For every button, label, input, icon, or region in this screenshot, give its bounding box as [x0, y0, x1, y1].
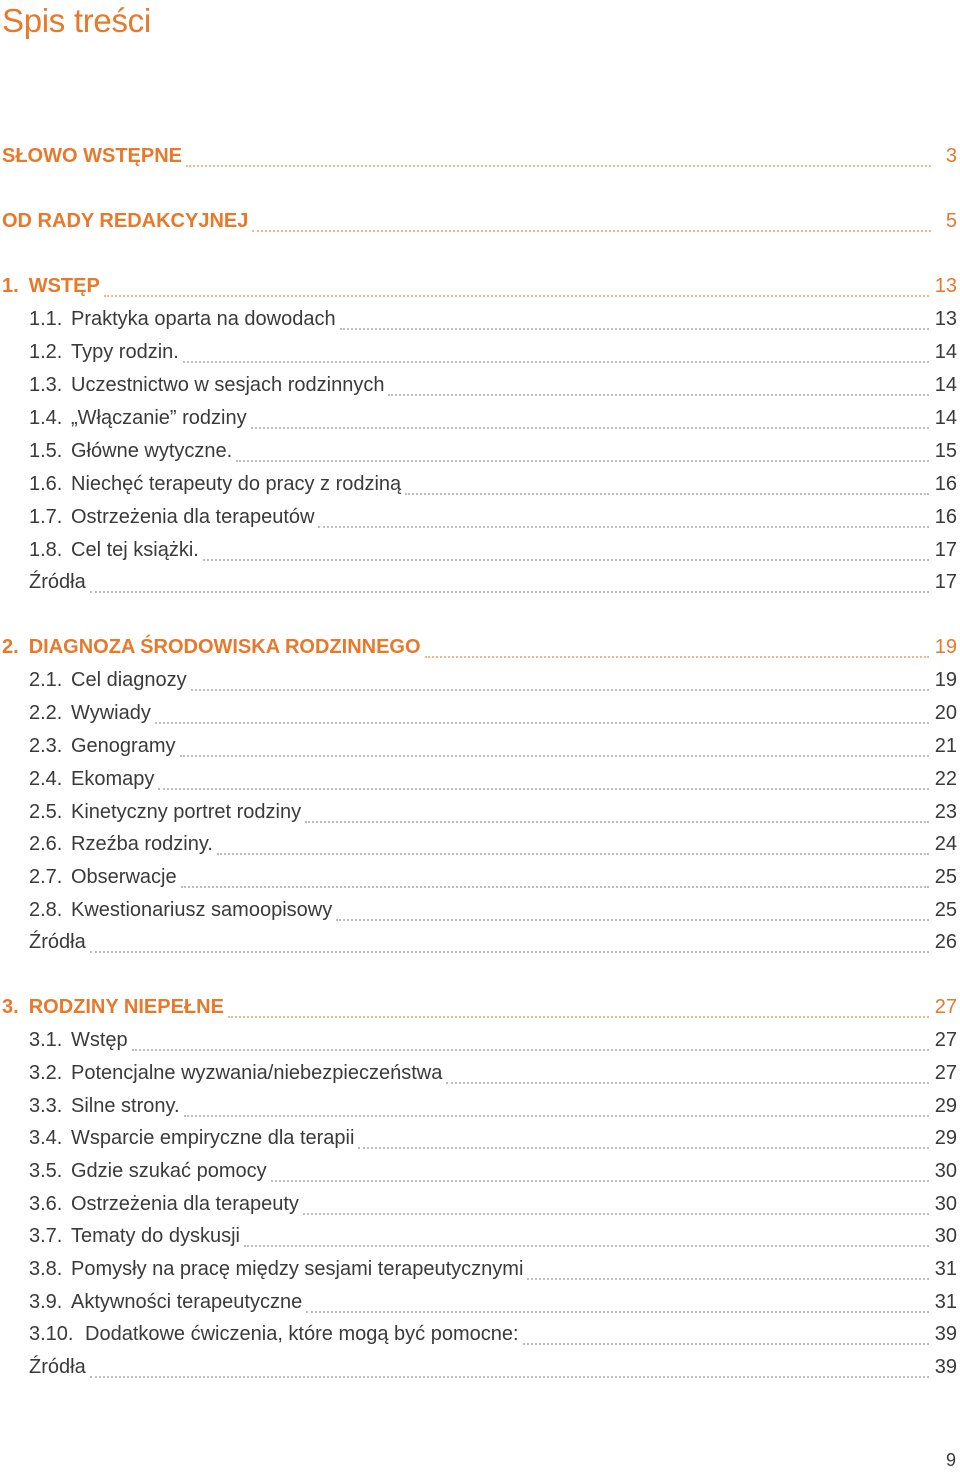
toc-entry-label: Cel tej książki. [71, 539, 199, 561]
toc-entry-number: 3. [2, 996, 19, 1018]
toc-entry-title [2, 436, 232, 466]
toc-entry-label: Źródła [29, 1356, 86, 1378]
dot-leader [90, 590, 929, 593]
toc-subentry[interactable] [2, 862, 957, 892]
dot-leader [244, 1244, 929, 1247]
toc-entry-label: Pomysły na pracę między sesjami terapeutycznymi [71, 1258, 524, 1280]
toc-entry-label: Tematy do dyskusji [71, 1225, 240, 1247]
toc-page-number: 27 [934, 996, 957, 1018]
page-title: Spis treści [2, 2, 151, 39]
toc-entry-number: 1.3. [29, 374, 63, 396]
toc-entry-label: Gdzie szukać pomocy [71, 1160, 267, 1182]
dot-leader [203, 558, 929, 561]
toc-chapter-entry[interactable] [2, 141, 957, 171]
toc-page-number: 17 [934, 539, 957, 561]
toc-page-number: 39 [934, 1323, 957, 1345]
toc-entry-label: Niechęć terapeuty do pracy z rodziną [71, 473, 402, 495]
toc-entry-label: DIAGNOZA ŚRODOWISKA RODZINNEGO [28, 636, 421, 658]
toc-page-number: 21 [934, 735, 957, 757]
dot-leader [425, 655, 929, 658]
toc-entry-number: 2.8. [29, 899, 63, 921]
toc-page-number: 14 [934, 341, 957, 363]
toc-page-number: 3 [945, 145, 957, 167]
toc-entry-number: 1.2. [29, 341, 63, 363]
toc-entry-label: Typy rodzin. [71, 341, 179, 363]
toc-entry-title [2, 797, 301, 827]
toc-entry-number: 3.2. [29, 1062, 63, 1084]
toc-page-number: 13 [934, 308, 957, 330]
toc-page-number: 5 [945, 210, 957, 232]
dot-leader [184, 1114, 929, 1117]
toc-entry-number: 1.8. [29, 539, 63, 561]
dot-leader [181, 885, 929, 888]
toc-entry-label: Ostrzeżenia dla terapeuty [71, 1193, 299, 1215]
toc-entry-number: 2.4. [29, 768, 63, 790]
dot-leader [336, 918, 929, 921]
dot-leader [155, 721, 929, 724]
dot-leader [318, 525, 928, 528]
toc-entry-number: 3.7. [29, 1225, 63, 1247]
toc-subentry[interactable] [2, 337, 957, 367]
toc-chapter-entry[interactable] [2, 632, 957, 662]
toc-entry-number: 1.7. [29, 506, 63, 528]
toc-entry-number: 3.6. [29, 1193, 63, 1215]
toc-entry-title [2, 1254, 523, 1284]
dot-leader [358, 1146, 928, 1149]
toc-entry-title [2, 1058, 442, 1088]
toc-sources-entry[interactable] [2, 567, 957, 597]
toc-page-number: 19 [934, 636, 957, 658]
toc-entry-title [2, 1123, 354, 1153]
toc-page-number: 22 [934, 768, 957, 790]
toc-entry-title [2, 403, 247, 433]
toc-page-number: 23 [934, 801, 957, 823]
toc-entry-title [2, 632, 421, 662]
toc-entry-number: 3.9. [29, 1291, 63, 1313]
toc-page-number: 14 [934, 407, 957, 429]
toc-subentry[interactable] [2, 1319, 957, 1349]
dot-leader [388, 393, 928, 396]
toc-page-number: 25 [934, 899, 957, 921]
toc-entry-number: 3.10. [29, 1323, 74, 1345]
toc-entry-number: 1.4. [29, 407, 63, 429]
toc-entry-number: 3.4. [29, 1127, 63, 1149]
dot-leader [180, 754, 929, 757]
page-number: 9 [945, 1450, 956, 1470]
dot-leader [303, 1212, 929, 1215]
toc-entry-title [2, 895, 332, 925]
toc-entry-label: SŁOWO WSTĘPNE [2, 145, 182, 167]
toc-entry-label: Silne strony. [71, 1095, 180, 1117]
dot-leader [527, 1277, 928, 1280]
toc-subentry[interactable] [2, 895, 957, 925]
toc-entry-label: „Włączanie” rodziny [71, 407, 247, 429]
toc-entry-label: Praktyka oparta na dowodach [71, 308, 336, 330]
toc-entry-number: 2.1. [29, 669, 63, 691]
toc-entry-label: Rzeźba rodziny. [71, 833, 213, 855]
dot-leader [271, 1179, 929, 1182]
toc-page-number: 30 [934, 1193, 957, 1215]
dot-leader [90, 950, 929, 953]
dot-leader [90, 1375, 929, 1378]
toc-page-number: 31 [934, 1258, 957, 1280]
toc-subentry[interactable] [2, 436, 957, 466]
dot-leader [446, 1081, 928, 1084]
toc-chapter-entry[interactable] [2, 206, 957, 236]
toc-entry-label: Ekomapy [71, 768, 155, 790]
toc-subentry[interactable] [2, 1025, 957, 1055]
toc-subentry[interactable] [2, 502, 957, 532]
dot-leader [523, 1342, 929, 1345]
toc-entry-label: Dodatkowe ćwiczenia, które mogą być pomocne: [85, 1323, 519, 1345]
toc-entry-label: Główne wytyczne. [71, 440, 233, 462]
toc-entry-label: Wsparcie empiryczne dla terapii [71, 1127, 355, 1149]
toc-page-number: 25 [934, 866, 957, 888]
toc-entry-number: 3.8. [29, 1258, 63, 1280]
toc-subentry[interactable] [2, 829, 957, 859]
toc-chapter-entry[interactable] [2, 992, 957, 1022]
toc-entry-title [2, 1189, 299, 1219]
toc-entry-title [2, 206, 248, 236]
toc-page-number: 39 [934, 1356, 957, 1378]
toc-entry-title [2, 1221, 240, 1251]
dot-leader [132, 1048, 929, 1051]
dot-leader [191, 688, 929, 691]
toc-page-number: 27 [934, 1062, 957, 1084]
toc-entry-title [2, 1091, 180, 1121]
toc-page-number: 30 [934, 1160, 957, 1182]
dot-leader [405, 492, 929, 495]
toc-entry-number: 2.2. [29, 702, 63, 724]
toc-subentry[interactable] [2, 764, 957, 794]
toc-subentry[interactable] [2, 797, 957, 827]
dot-leader [186, 164, 931, 167]
toc-entry-number: 3.5. [29, 1160, 63, 1182]
toc-page-number: 16 [934, 473, 957, 495]
toc-entry-title [29, 567, 86, 597]
toc-entry-label: Kinetyczny portret rodziny [71, 801, 302, 823]
toc-entry-title [29, 1352, 86, 1382]
toc-subentry[interactable] [2, 1058, 957, 1088]
toc-entry-title [2, 764, 154, 794]
toc-entry-label: Aktywności terapeutyczne [71, 1291, 303, 1313]
dot-leader [158, 787, 928, 790]
toc-entry-label: RODZINY NIEPEŁNE [28, 996, 224, 1018]
toc-subentry[interactable] [2, 403, 957, 433]
toc-entry-title [2, 1025, 128, 1055]
toc-entry-label: Cel diagnozy [71, 669, 187, 691]
toc-entry-title [2, 1287, 302, 1317]
toc-subentry[interactable] [2, 1123, 957, 1153]
toc-subentry[interactable] [2, 1156, 957, 1186]
toc-entry-title [2, 271, 100, 301]
toc-page-number: 31 [934, 1291, 957, 1313]
toc-entry-number: 1. [2, 275, 19, 297]
toc-entry-title [2, 862, 177, 892]
toc-subentry[interactable] [2, 1189, 957, 1219]
toc-page-number: 17 [934, 571, 957, 593]
toc-entry-title [2, 141, 182, 171]
toc-entry-title [2, 829, 213, 859]
toc-entry-title [2, 337, 179, 367]
toc-page-number: 13 [934, 275, 957, 297]
toc-page-number: 14 [934, 374, 957, 396]
toc-entry-number: 2.6. [29, 833, 63, 855]
toc-entry-title [2, 1319, 519, 1349]
toc-entry-label: Kwestionariusz samoopisowy [71, 899, 333, 921]
toc-page-number: 29 [934, 1095, 957, 1117]
toc-entry-title [2, 731, 176, 761]
toc-entry-number: 2.3. [29, 735, 63, 757]
toc-entry-label: Wywiady [71, 702, 151, 724]
toc-chapter-entry[interactable] [2, 271, 957, 301]
toc-subentry[interactable] [2, 665, 957, 695]
toc-subentry[interactable] [2, 1287, 957, 1317]
toc-entry-title [2, 665, 187, 695]
toc-entry-label: Genogramy [71, 735, 176, 757]
toc-entry-number: 1.1. [29, 308, 63, 330]
toc-entry-title [2, 1156, 267, 1186]
toc-subentry[interactable] [2, 370, 957, 400]
toc-subentry[interactable] [2, 304, 957, 334]
toc-entry-number: 2.7. [29, 866, 63, 888]
toc-entry-title [2, 698, 151, 728]
toc-entry-label: Uczestnictwo w sesjach rodzinnych [71, 374, 385, 396]
toc-entry-title [29, 927, 86, 957]
toc-subentry[interactable] [2, 698, 957, 728]
toc-entry-title [2, 535, 199, 565]
toc-entry-title [2, 370, 384, 400]
dot-leader [251, 426, 929, 429]
toc-entry-number: 2.5. [29, 801, 63, 823]
toc-entry-number: 3.1. [29, 1029, 63, 1051]
dot-leader [104, 294, 929, 297]
toc-page-number: 19 [934, 669, 957, 691]
toc-page-number: 29 [934, 1127, 957, 1149]
toc-entry-number: 1.5. [29, 440, 63, 462]
toc-page-number: 26 [934, 931, 957, 953]
dot-leader [217, 852, 929, 855]
toc-page-number: 15 [934, 440, 957, 462]
toc-entry-title [2, 469, 401, 499]
toc-page-number: 16 [934, 506, 957, 528]
dot-leader [340, 327, 929, 330]
toc-entry-label: OD RADY REDAKCYJNEJ [2, 210, 249, 232]
toc-entry-label: Źródła [29, 931, 86, 953]
toc-page-number: 24 [934, 833, 957, 855]
toc-entry-label: Potencjalne wyzwania/niebezpieczeństwa [71, 1062, 443, 1084]
toc-page-number: 30 [934, 1225, 957, 1247]
dot-leader [183, 360, 929, 363]
toc-entry-label: Ostrzeżenia dla terapeutów [71, 506, 315, 528]
toc-entry-number: 2. [2, 636, 19, 658]
toc-subentry[interactable] [2, 1221, 957, 1251]
toc-page-number: 20 [934, 702, 957, 724]
toc-entry-title [2, 992, 224, 1022]
toc-subentry[interactable] [2, 535, 957, 565]
toc-entry-label: WSTĘP [28, 275, 100, 297]
toc-entry-title [2, 502, 314, 532]
toc-subentry[interactable] [2, 731, 957, 761]
toc-sources-entry[interactable] [2, 927, 957, 957]
toc-entry-label: Obserwacje [71, 866, 177, 888]
toc-subentry[interactable] [2, 1091, 957, 1121]
toc-entry-title [2, 304, 336, 334]
dot-leader [252, 229, 931, 232]
toc-entry-number: 1.6. [29, 473, 63, 495]
toc-subentry[interactable] [2, 1254, 957, 1284]
toc-entry-label: Wstęp [71, 1029, 128, 1051]
dot-leader [306, 1310, 929, 1313]
toc-sources-entry[interactable] [2, 1352, 957, 1382]
dot-leader [228, 1015, 929, 1018]
toc-page-number: 27 [934, 1029, 957, 1051]
dot-leader [236, 459, 929, 462]
toc-entry-label: Źródła [29, 571, 86, 593]
toc-entry-number: 3.3. [29, 1095, 63, 1117]
dot-leader [305, 820, 929, 823]
toc-subentry[interactable] [2, 469, 957, 499]
